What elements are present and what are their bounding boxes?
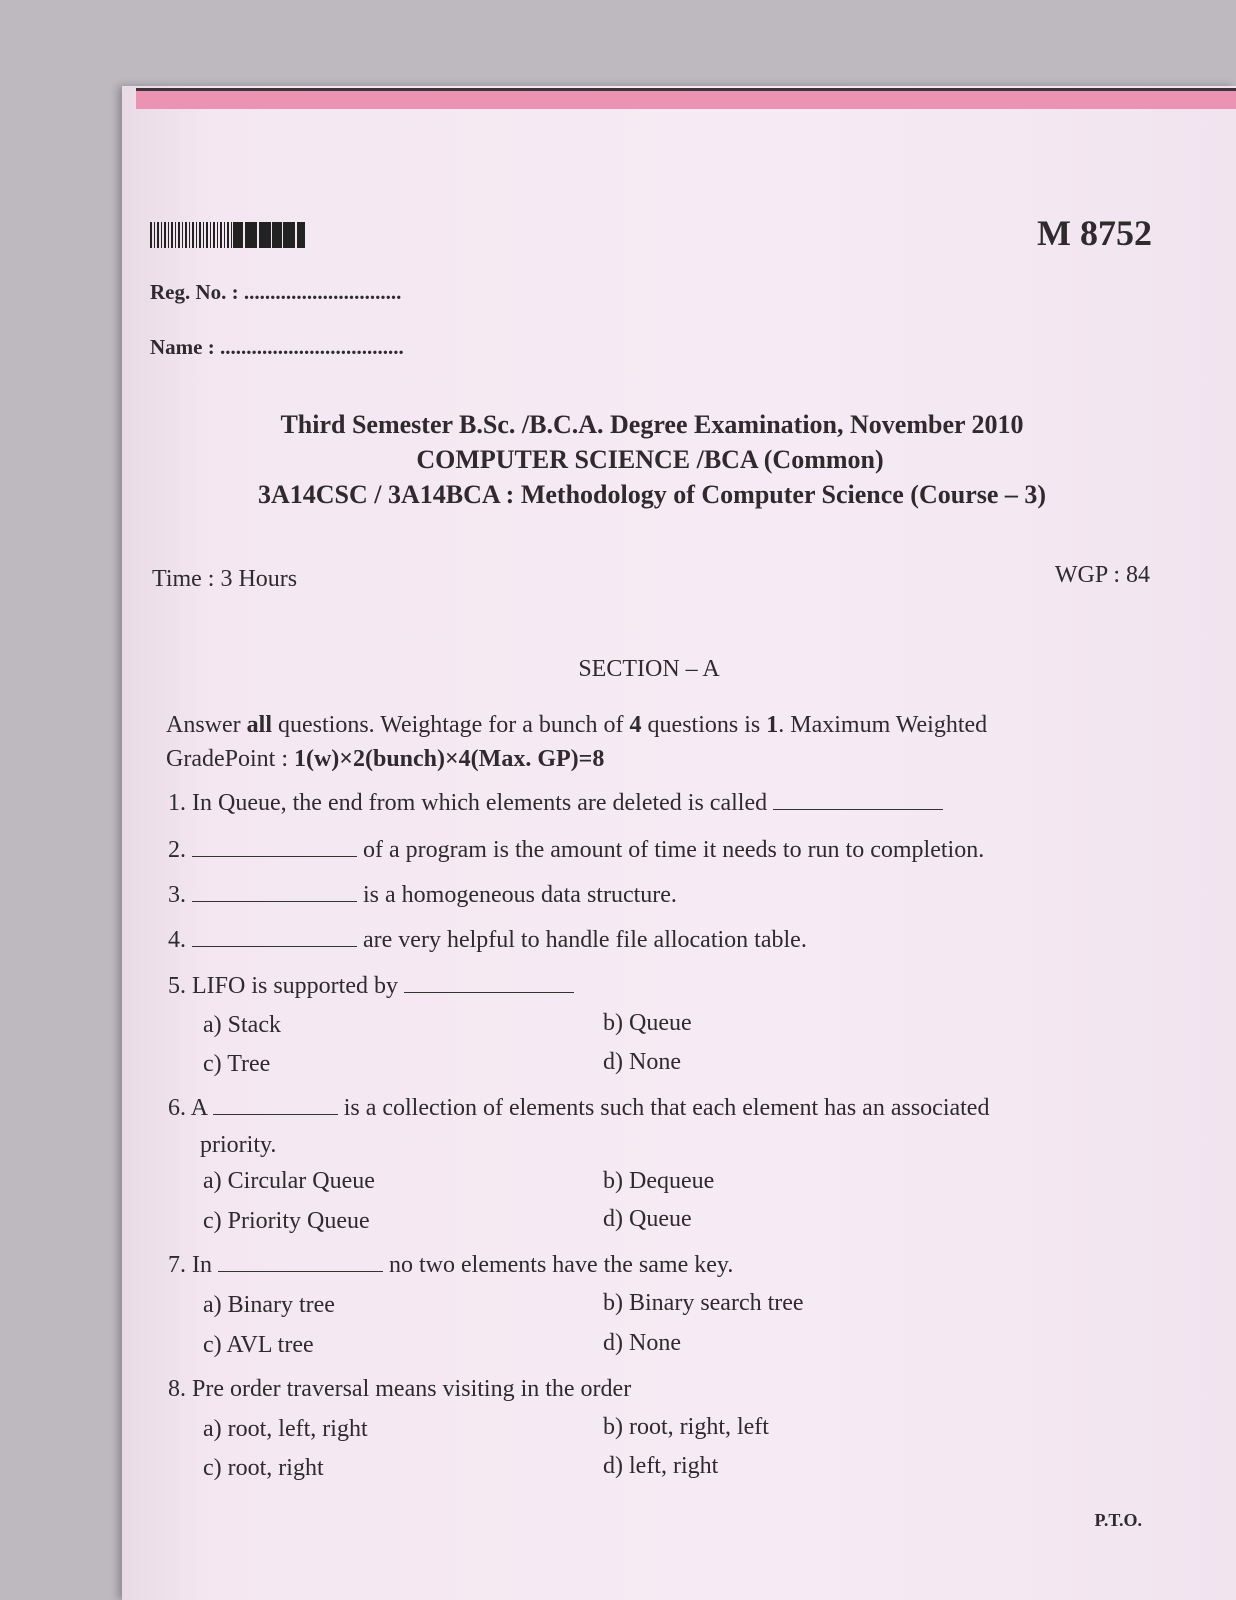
- question-2: 2. of a program is the amount of time it needs to run to completion.: [168, 837, 985, 863]
- question-4: 4. are very helpful to handle file allocation table.: [168, 927, 807, 953]
- course-title: 3A14CSC / 3A14BCA : Methodology of Computer Science (Course – 3): [257, 480, 1047, 509]
- q6-option-a: a) Circular Queue: [203, 1168, 375, 1194]
- pto-label: P.T.O.: [1094, 1510, 1142, 1530]
- q5-option-a: a) Stack: [203, 1012, 281, 1038]
- q7-option-b: b) Binary search tree: [603, 1290, 804, 1316]
- subject-title: COMPUTER SCIENCE /BCA (Common): [416, 445, 884, 474]
- question-8: 8. Pre order traversal means visiting in the order: [168, 1376, 632, 1402]
- barcode: [150, 222, 305, 248]
- q6-option-d: d) Queue: [603, 1206, 692, 1232]
- q7-option-c: c) AVL tree: [203, 1332, 314, 1358]
- q5-option-b: b) Queue: [603, 1010, 692, 1036]
- q8-option-a: a) root, left, right: [203, 1416, 368, 1442]
- reg-no-field: Reg. No. : ..............................: [150, 280, 402, 304]
- instructions-line1: Answer all questions. Weightage for a bunch of 4 questions is 1. Maximum Weighted: [166, 712, 988, 738]
- wgp-label: WGP : 84: [1054, 562, 1150, 588]
- name-field: Name : ...................................: [150, 335, 404, 359]
- q8-option-b: b) root, right, left: [603, 1414, 769, 1440]
- q7-option-a: a) Binary tree: [203, 1292, 335, 1318]
- q8-option-d: d) left, right: [603, 1453, 719, 1479]
- question-3: 3. is a homogeneous data structure.: [168, 882, 677, 908]
- question-1: 1. In Queue, the end from which elements are deleted is called: [168, 790, 943, 817]
- q6-option-b: b) Dequeue: [603, 1168, 715, 1194]
- question-6-continued: priority.: [200, 1132, 277, 1158]
- q8-option-c: c) root, right: [203, 1455, 324, 1481]
- question-7: 7. In no two elements have the same key.: [168, 1252, 734, 1278]
- q6-option-c: c) Priority Queue: [203, 1208, 370, 1234]
- question-5: 5. LIFO is supported by: [168, 973, 574, 1000]
- paper-code: M 8752: [1037, 213, 1152, 253]
- q5-option-d: d) None: [603, 1049, 681, 1075]
- exam-title: Third Semester B.Sc. /B.C.A. Degree Examination, November 2010: [280, 410, 1024, 439]
- page-top-edge: [136, 88, 1236, 109]
- question-6: 6. A is a collection of elements such that each element has an associated: [168, 1095, 990, 1121]
- q5-option-c: c) Tree: [203, 1051, 271, 1077]
- time-label: Time : 3 Hours: [152, 566, 298, 592]
- q7-option-d: d) None: [603, 1330, 681, 1356]
- instructions-line2: GradePoint : 1(w)×2(bunch)×4(Max. GP)=8: [166, 746, 605, 772]
- section-heading: SECTION – A: [578, 656, 720, 682]
